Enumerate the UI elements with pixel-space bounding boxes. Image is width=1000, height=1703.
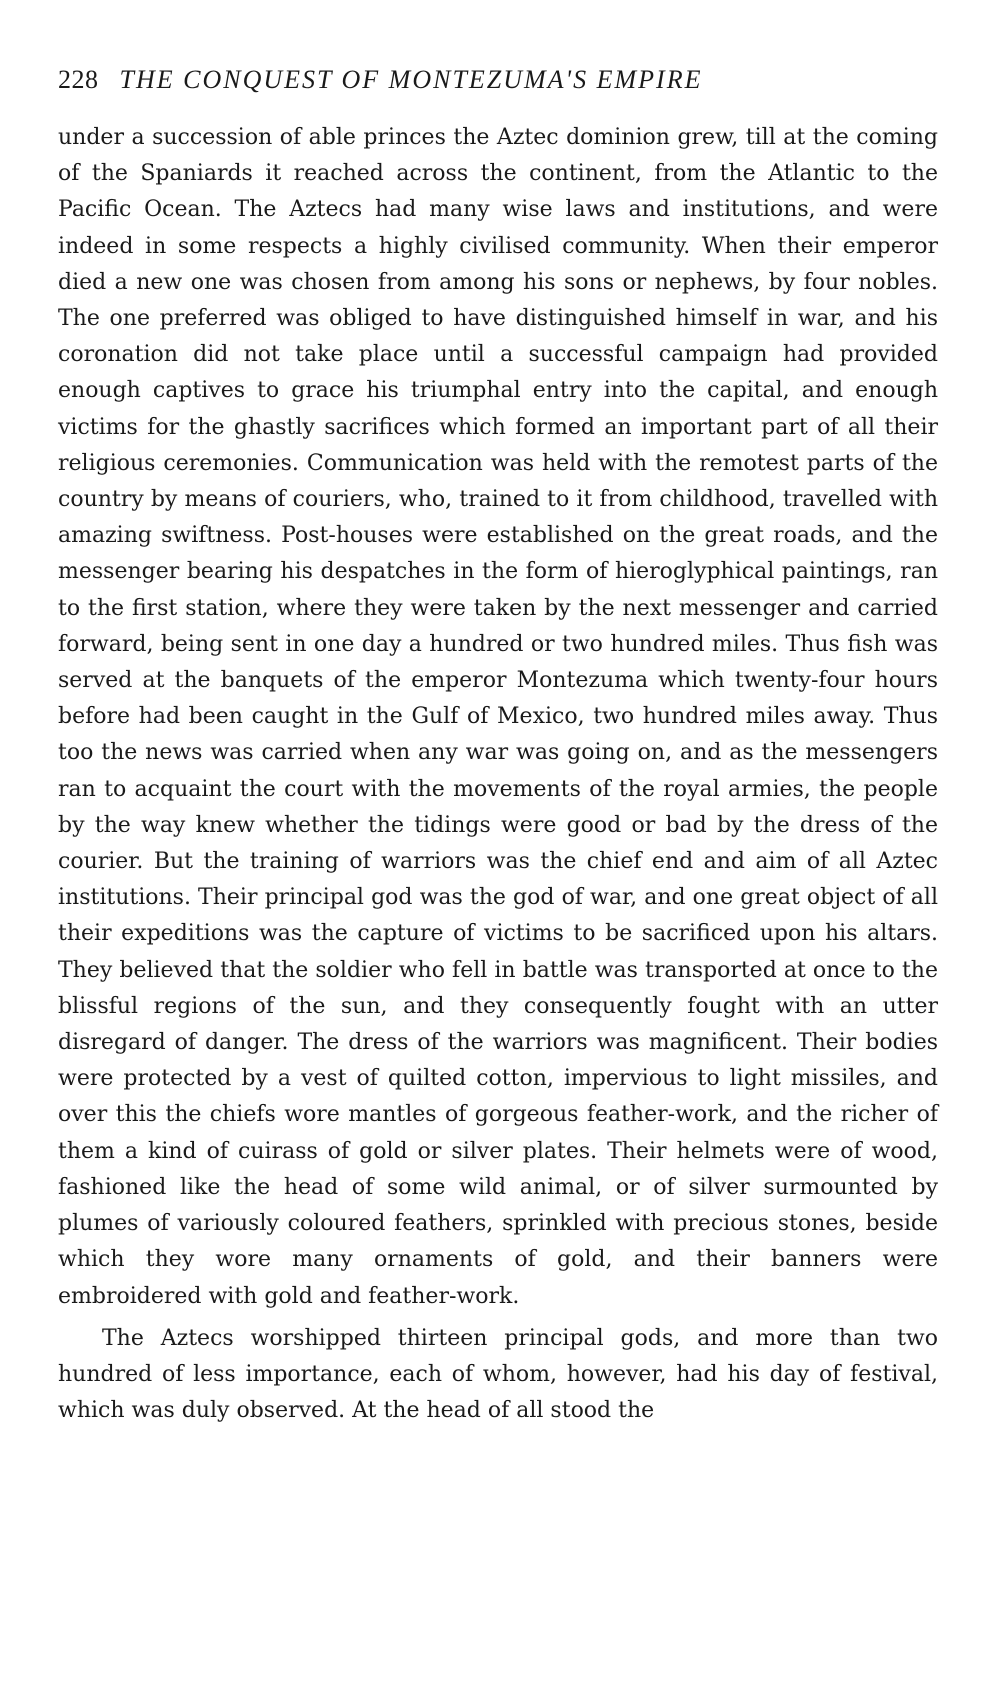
running-head [58,64,938,96]
page-number: 228 [58,65,99,94]
paragraph-aztec-gods: The Aztecs worshipped thirteen principal gods, and more than two hundred of less importance, each of whom, however, had his day of festival, which was duly observed. At the head of all stood the [58,1325,938,1424]
body-text [58,120,938,1429]
paragraph-continued: under a succession of able princes the Aztec dominion grew, till at the coming of the Spaniards it reached across the continent, from the Atlantic to the Pacific Ocean. The Aztecs had many wise laws and institutions, and were indeed in some respects a highly civilised community. When their emperor died a new one was chosen from among his sons or nephews, by four nobles. The one preferred was obliged to have distinguished himself in war, and his coronation did not take place until a successful campaign had provided enough captives to grace his triumphal entry into the capital, and enough victims for the ghastly sacrifices which formed an important part of all their religious ceremonies. Communication was held with the remotest parts of the country by means of couriers, who, trained to it from childhood, travelled with amazing swiftness. Post-houses were established on the great roads, and the messenger bearing his despatches in the form of hieroglyphical paintings, ran to the first station, where they were taken by the next messenger and carried forward, being sent in one day a hundred or two hundred miles. Thus fish was served at the banquets of the emperor Montezuma which twenty-four hours before had been caught in the Gulf of Mexico, two hundred miles away. Thus too the news was carried when any war was going on, and as the messengers ran to acquaint the court with the movements of the royal armies, the people by the way knew whether the tidings were good or bad by the dress of the courier. But the training of warriors was the chief end and aim of all Aztec institutions. Their principal god was the god of war, and one great object of all their expeditions was the capture of victims to be sacrificed upon his altars. They believed that the soldier who fell in battle was transported at once to the blissful regions of the sun, and they consequently fought with an utter disregard of danger. The dress of the warriors was magnificent. Their bodies were protected by a vest of quilted cotton, impervious to light missiles, and over this the chiefs wore mantles of gorgeous feather-work, and the richer of them a kind of cuirass of gold or silver plates. Their helmets were of wood, fashioned like the head of some wild animal, or of silver surmounted by plumes of variously coloured feathers, sprinkled with precious stones, beside which they wore many ornaments of gold, and their banners were embroidered with gold and feather-work. [58,125,938,1309]
book-title: THE CONQUEST OF MONTEZUMA'S EMPIRE [119,65,703,94]
